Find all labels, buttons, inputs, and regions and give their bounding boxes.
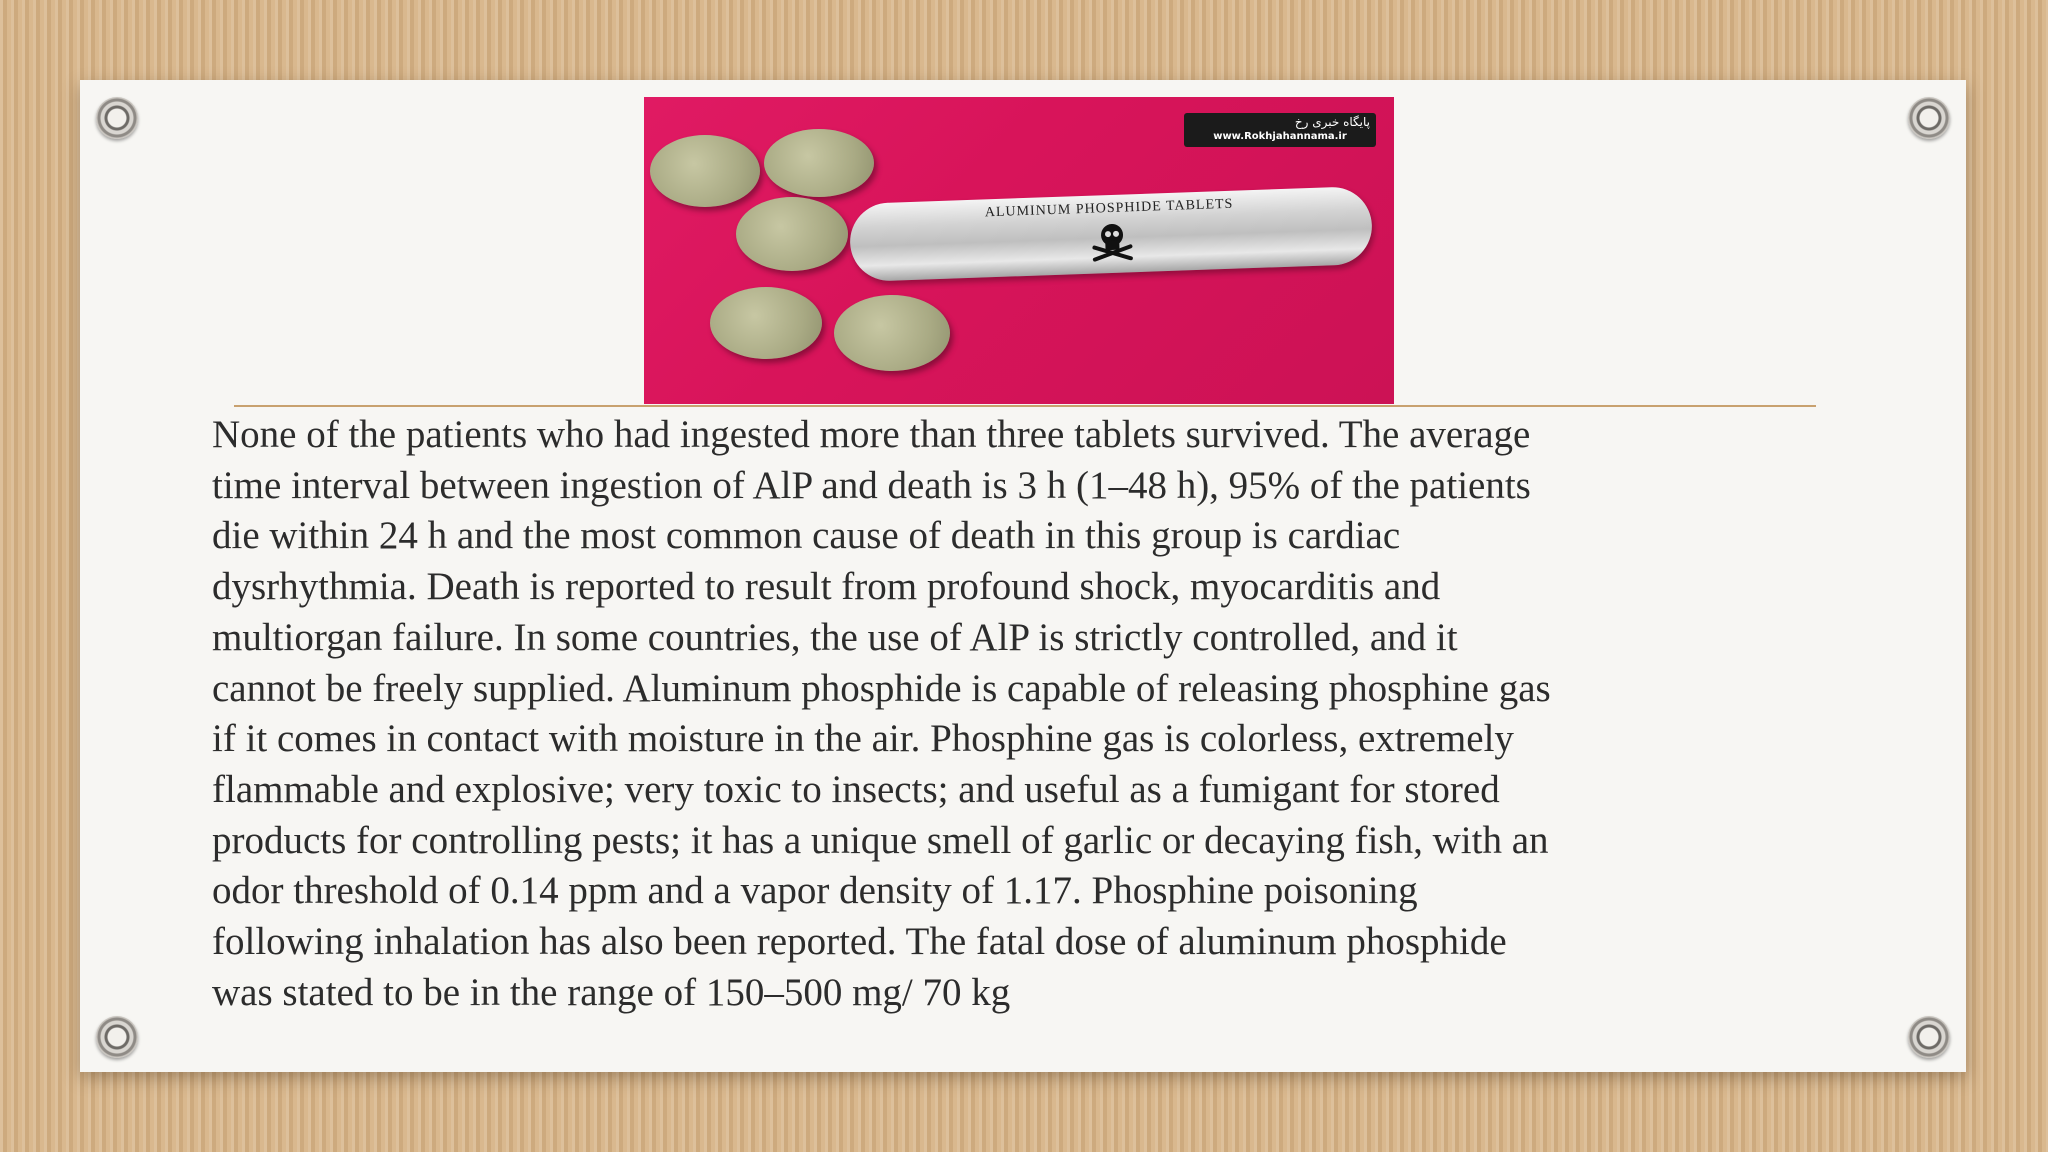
tablet [650,135,760,207]
tablet-tube [849,186,1373,282]
tablet [764,129,874,197]
tablet [710,287,822,359]
divider-line [234,405,1816,407]
tube-label: ALUMINUM PHOSPHIDE TABLETS [984,196,1234,221]
watermark-url: www.Rokhjahannama.ir [1213,131,1347,142]
grommet-bottom-left [96,1016,138,1058]
grommet-top-left [96,97,138,139]
tablet [834,295,950,371]
aluminum-phosphide-photo [644,97,1394,404]
watermark-logo [1184,113,1376,147]
body-paragraph: None of the patients who had ingested more than three tablets survived. The average time interval between ingestion of AlP and death is 3 h (1–48 h), 95% of the patients die within 24 h and the most common cause of death in this group is cardiac dysrhythmia. Death is reported to result from profound shock, myocarditis and multiorgan failure. In some countries, the use of AlP is strictly controlled, and it cannot be freely supplied. Aluminum phosphide is capable of releasing phosphine gas if it comes in contact with moisture in the air. Phosphine gas is colorless, extremely flammable and explosive; very toxic to insects; and useful as a fumigant for stored products for controlling pests; it has a unique smell of garlic or decaying fish, with an odor threshold of 0.14 ppm and a vapor density of 1.17. Phosphine poisoning following inhalation has also been reported. The fatal dose of aluminum phosphide was stated to be in the range of 150–500 mg/ 70 kg [212,413,1551,1014]
watermark-persian-text: پایگاه خبری رخ [1294,115,1370,129]
grommet-bottom-right [1908,1016,1950,1058]
grommet-top-right [1908,97,1950,139]
tablet [736,197,848,271]
skull-crossbones-icon [1090,220,1135,262]
